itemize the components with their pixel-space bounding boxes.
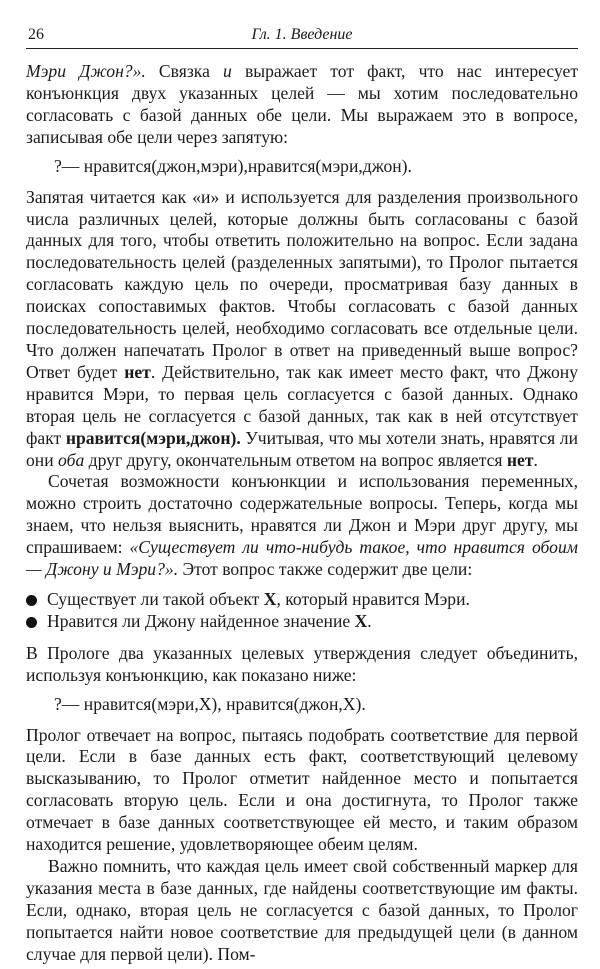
bullet-icon xyxy=(26,595,37,606)
italic-text: оба xyxy=(58,449,85,470)
bullet-icon xyxy=(26,617,37,628)
bold-text: нравится(мэри,джон). xyxy=(65,427,241,448)
text-run: Нравится ли Джону найденное значение xyxy=(47,610,355,631)
prolog-query-1: ?— нравится(джон,мэри),нравится(мэри,джон). xyxy=(54,155,412,176)
list-item xyxy=(26,611,578,633)
paragraph-3 xyxy=(26,471,578,581)
paragraph-6: Важно помнить, что каждая цель имеет свой собственный маркер для указания места в базе данных, где найдены соответствующие им факты. Если, однако, вторая цель не согласуется с базой данных, то Пролог попытается найти новое соответствие для предыдущей цели (в данном случае для первой цели). Пом- xyxy=(26,856,578,964)
list-item-text xyxy=(47,611,372,633)
bold-text: нет xyxy=(506,449,534,470)
bold-text: X xyxy=(354,610,368,631)
italic-text: Мэри Джон?». xyxy=(26,61,146,81)
bold-text: нет xyxy=(124,361,151,382)
prolog-query-2: ?— нравится(мэри,X), нравится(джон,X). xyxy=(54,693,366,714)
bullet-list xyxy=(26,589,578,633)
text-run: выражает тот факт, что нас интересует конъюнкция двух указанных целей — мы хотим последовательно согласовать с базой данных обе цели. Мы выражаем это в вопросе, записывая обе цели через запятую: xyxy=(26,61,579,147)
header-rule xyxy=(26,48,578,49)
text-run: . Действительно, так как имеет место факт, что Джону нравится Мэри, то первая цель согласуется с базой данных. Однако вторая цель не согласуется с базой данных, так как в ней отсутствует факт xyxy=(26,361,578,448)
paragraph-4: В Прологе два указанных целевых утверждения следует объединить, используя конъюнкцию, как показано ниже: xyxy=(26,642,578,685)
paragraph-5: Пролог отвечает на вопрос, пытаясь подобрать соответствие для первой цели. Если в базе данных есть факт, соответствующий целевому высказыванию, то Пролог отметит найденное место и попытается согласовать вторую цель. Если и она достигнута, то Пролог также отмечает в базе данных соответствующее ей место, и таким образом находится решение, удовлетворяющее обеим целям. xyxy=(26,724,578,855)
paragraph-1 xyxy=(26,61,578,149)
book-page xyxy=(26,24,578,966)
text-run: Сочетая возможности конъюнкции и использования переменных, можно строить достаточно содержательные вопросы. Теперь, когда мы знаем, что нельзя выяснить, нравятся ли Джон и Мэри друг другу, мы спрашиваем: xyxy=(26,471,578,558)
text-run: Запятая читается как «и» и используется для разделения произвольного числа различных целей, которые должны быть согласованы с базой данных для того, чтобы ответить положительно на вопрос. Если задана последовательность целей (разделенных запятыми), то Пролог пытается согласовать каждую цель по очереди, просматривая базу данных в поисках сопоставимых фактов. Чтобы согласовать с базой данных последовательность целей, необходимо согласовать все отдельные цели. Что должен напечатать Пролог в ответ на приведенный выше вопрос? Ответ будет xyxy=(26,186,578,382)
body-text xyxy=(26,61,578,966)
text-run: Учитывая, что мы хотели знать, нравятся ли они xyxy=(26,427,578,470)
text-run: , который нравится Мэри. xyxy=(276,588,470,609)
running-head xyxy=(26,24,578,46)
text-run: Существует ли такой объект xyxy=(47,588,264,609)
page-number: 26 xyxy=(28,26,44,43)
italic-text: и xyxy=(223,61,232,81)
text-run: друг другу, окончательным ответом на вопрос является xyxy=(84,449,507,470)
list-item-text xyxy=(47,589,470,611)
list-item xyxy=(26,589,578,611)
chapter-title: Гл. 1. Введение xyxy=(251,26,353,43)
text-run: . xyxy=(533,449,538,470)
text-run: . xyxy=(367,610,372,631)
text-run: Связка xyxy=(145,61,224,81)
paragraph-2 xyxy=(26,187,578,472)
italic-text: «Существует ли что-нибудь такое, что нравится обоим — Джону и Мэри?». xyxy=(26,537,578,580)
bold-text: X xyxy=(263,588,277,609)
text-run: Этот вопрос также содержит две цели: xyxy=(178,559,473,580)
